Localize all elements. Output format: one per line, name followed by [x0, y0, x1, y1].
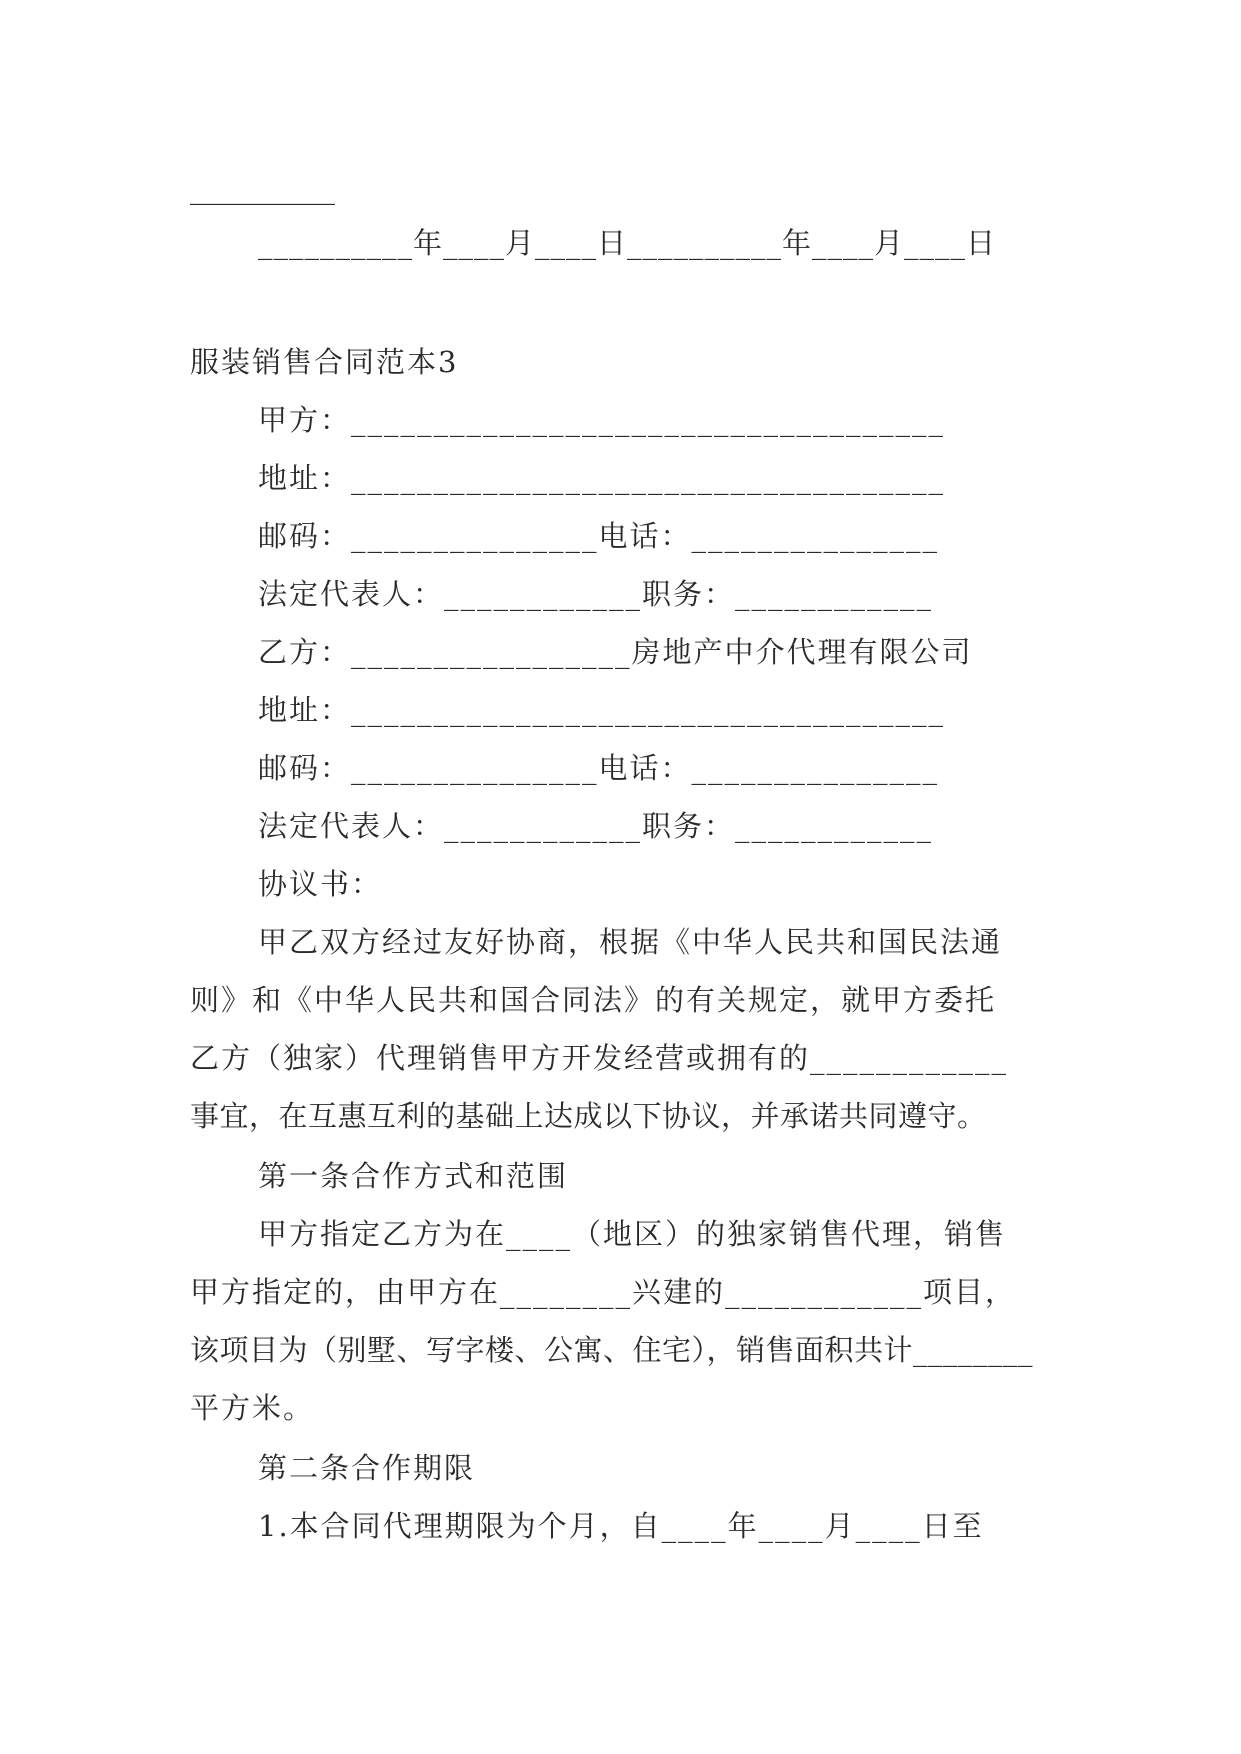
- paragraph-line: 甲方指定的，由甲方在________兴建的____________项目，: [190, 1275, 1017, 1309]
- agreement-heading: 协议书：: [258, 867, 383, 901]
- paragraph-line: 1.本合同代理期限为个月，自____年____月____日至: [258, 1509, 984, 1543]
- party-a-representative-field: 法定代表人：____________职务：____________: [258, 577, 934, 611]
- article-two-heading: 第二条合作期限: [258, 1451, 476, 1485]
- paragraph-line: 平方米。: [190, 1391, 315, 1425]
- section-title: 服装销售合同范本3: [190, 345, 459, 379]
- party-b-field: 乙方：_________________房地产中介代理有限公司: [258, 635, 973, 669]
- paragraph-line: 该项目为（别墅、写字楼、公寓、住宅），销售面积共计________: [190, 1333, 1034, 1367]
- party-a-postcode-phone-field: 邮码：_______________电话：_______________: [258, 519, 940, 553]
- party-b-address-field: 地址：____________________________________: [258, 693, 946, 727]
- top-fragment-line: __________: [190, 171, 335, 205]
- article-one-heading: 第一条合作方式和范围: [258, 1159, 569, 1193]
- party-b-representative-field: 法定代表人：____________职务：____________: [258, 809, 934, 843]
- party-a-field: 甲方：____________________________________: [258, 403, 946, 437]
- paragraph-line: 甲方指定乙方为在____（地区）的独家销售代理，销售: [258, 1217, 1007, 1251]
- paragraph-line: 甲乙双方经过友好协商，根据《中华人民共和国民法通: [258, 925, 1003, 959]
- paragraph-line: 乙方（独家）代理销售甲方开发经营或拥有的____________: [190, 1041, 1009, 1075]
- party-b-postcode-phone-field: 邮码：_______________电话：_______________: [258, 751, 940, 785]
- paragraph-line: 则》和《中华人民共和国合同法》的有关规定，就甲方委托: [190, 983, 997, 1017]
- paragraph-line: 事宜，在互惠互利的基础上达成以下协议，并承诺共同遵守。: [190, 1099, 987, 1133]
- party-a-address-field: 地址：____________________________________: [258, 461, 946, 495]
- date-line: __________年____月____日__________年____月____日: [258, 226, 997, 260]
